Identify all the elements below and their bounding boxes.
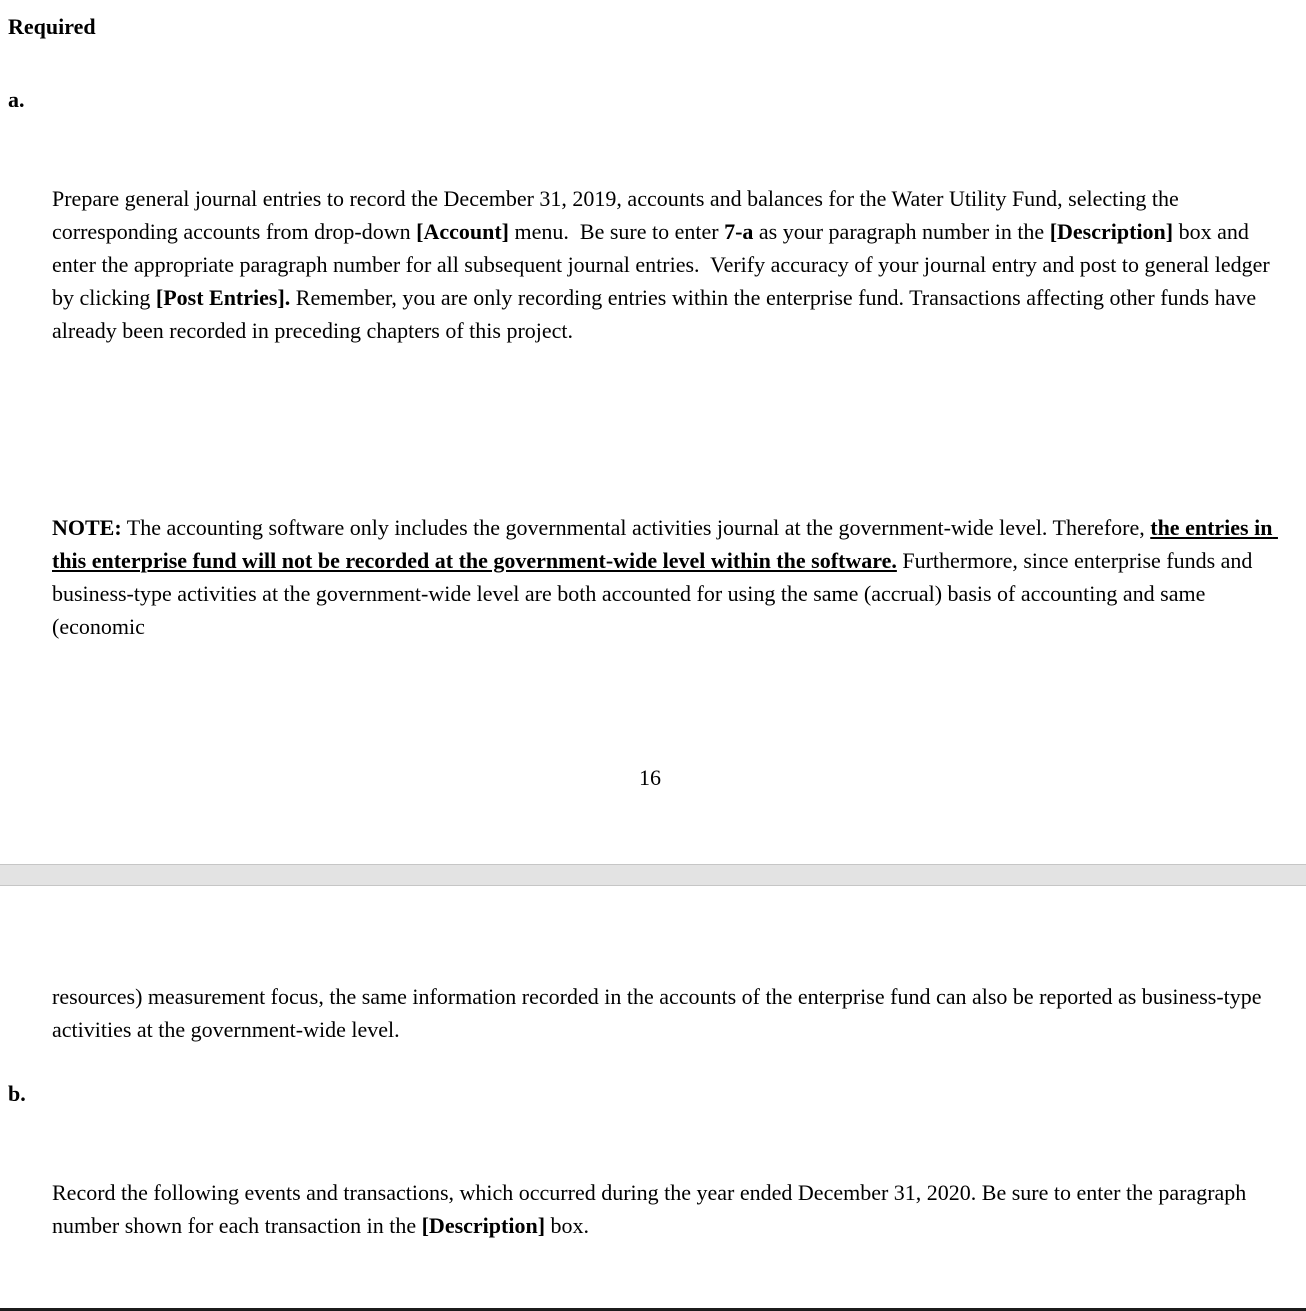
item-b-paragraph: [52, 1176, 1292, 1242]
page-17: [8, 980, 1292, 1311]
note-label: NOTE:: [52, 515, 122, 540]
required-heading: Required: [8, 14, 96, 39]
text-segment: menu. Be sure to enter: [509, 219, 725, 244]
page-break-separator: [0, 864, 1306, 886]
item-a-marker: a.: [8, 87, 25, 112]
text-segment-bold: [Account]: [416, 219, 510, 244]
note-paragraph: [52, 511, 1292, 643]
page-16: [8, 10, 1292, 794]
page-number: 16: [639, 765, 661, 790]
text-segment-bold-underline: the entries in this enterprise fund will not be recorded at the government-wide level within the software.: [52, 515, 1278, 573]
text-segment: The accounting software only includes the governmental activities journal at the government-wide level. Therefore,: [121, 515, 1151, 540]
text-segment: Furthermore, since enterprise funds and business-type activities at the government-wide level are both accounted for using the same (accrual) basis of accounting and same (economic: [52, 548, 1258, 639]
text-segment-bold: [Description]: [1049, 219, 1174, 244]
text-segment: box and enter the appropriate paragraph number for all subsequent journal entries. Verify accuracy of your journal entry and post to general ledger by clicking: [52, 219, 1276, 310]
text-segment-bold: [Description]: [421, 1213, 546, 1238]
text-segment-bold: [Post Entries].: [155, 285, 291, 310]
continuation-paragraph: resources) measurement focus, the same information recorded in the accounts of the enterprise fund can also be reported as business-type activities at the government-wide level.: [52, 984, 1268, 1042]
item-a-paragraph: [52, 182, 1292, 347]
text-segment: Prepare general journal entries to record the December 31, 2019, accounts and balances for the Water Utility Fund, selecting the corresponding accounts from drop-down: [52, 186, 1185, 244]
text-segment: Remember, you are only recording entries within the enterprise fund. Transactions affecting other funds have already been recorded in preceding chapters of this project.: [52, 285, 1262, 343]
text-segment: as your paragraph number in the: [753, 219, 1050, 244]
text-segment-bold: 7-a: [724, 219, 754, 244]
note-block: [8, 445, 1292, 709]
item-a: [8, 83, 1292, 413]
item-b: [8, 1077, 1292, 1308]
text-segment: box.: [545, 1213, 590, 1238]
text-segment: Record the following events and transactions, which occurred during the year ended December 31, 2020. Be sure to enter the paragraph number shown for each transaction in the: [52, 1180, 1252, 1238]
item-b-marker: b.: [8, 1081, 26, 1106]
